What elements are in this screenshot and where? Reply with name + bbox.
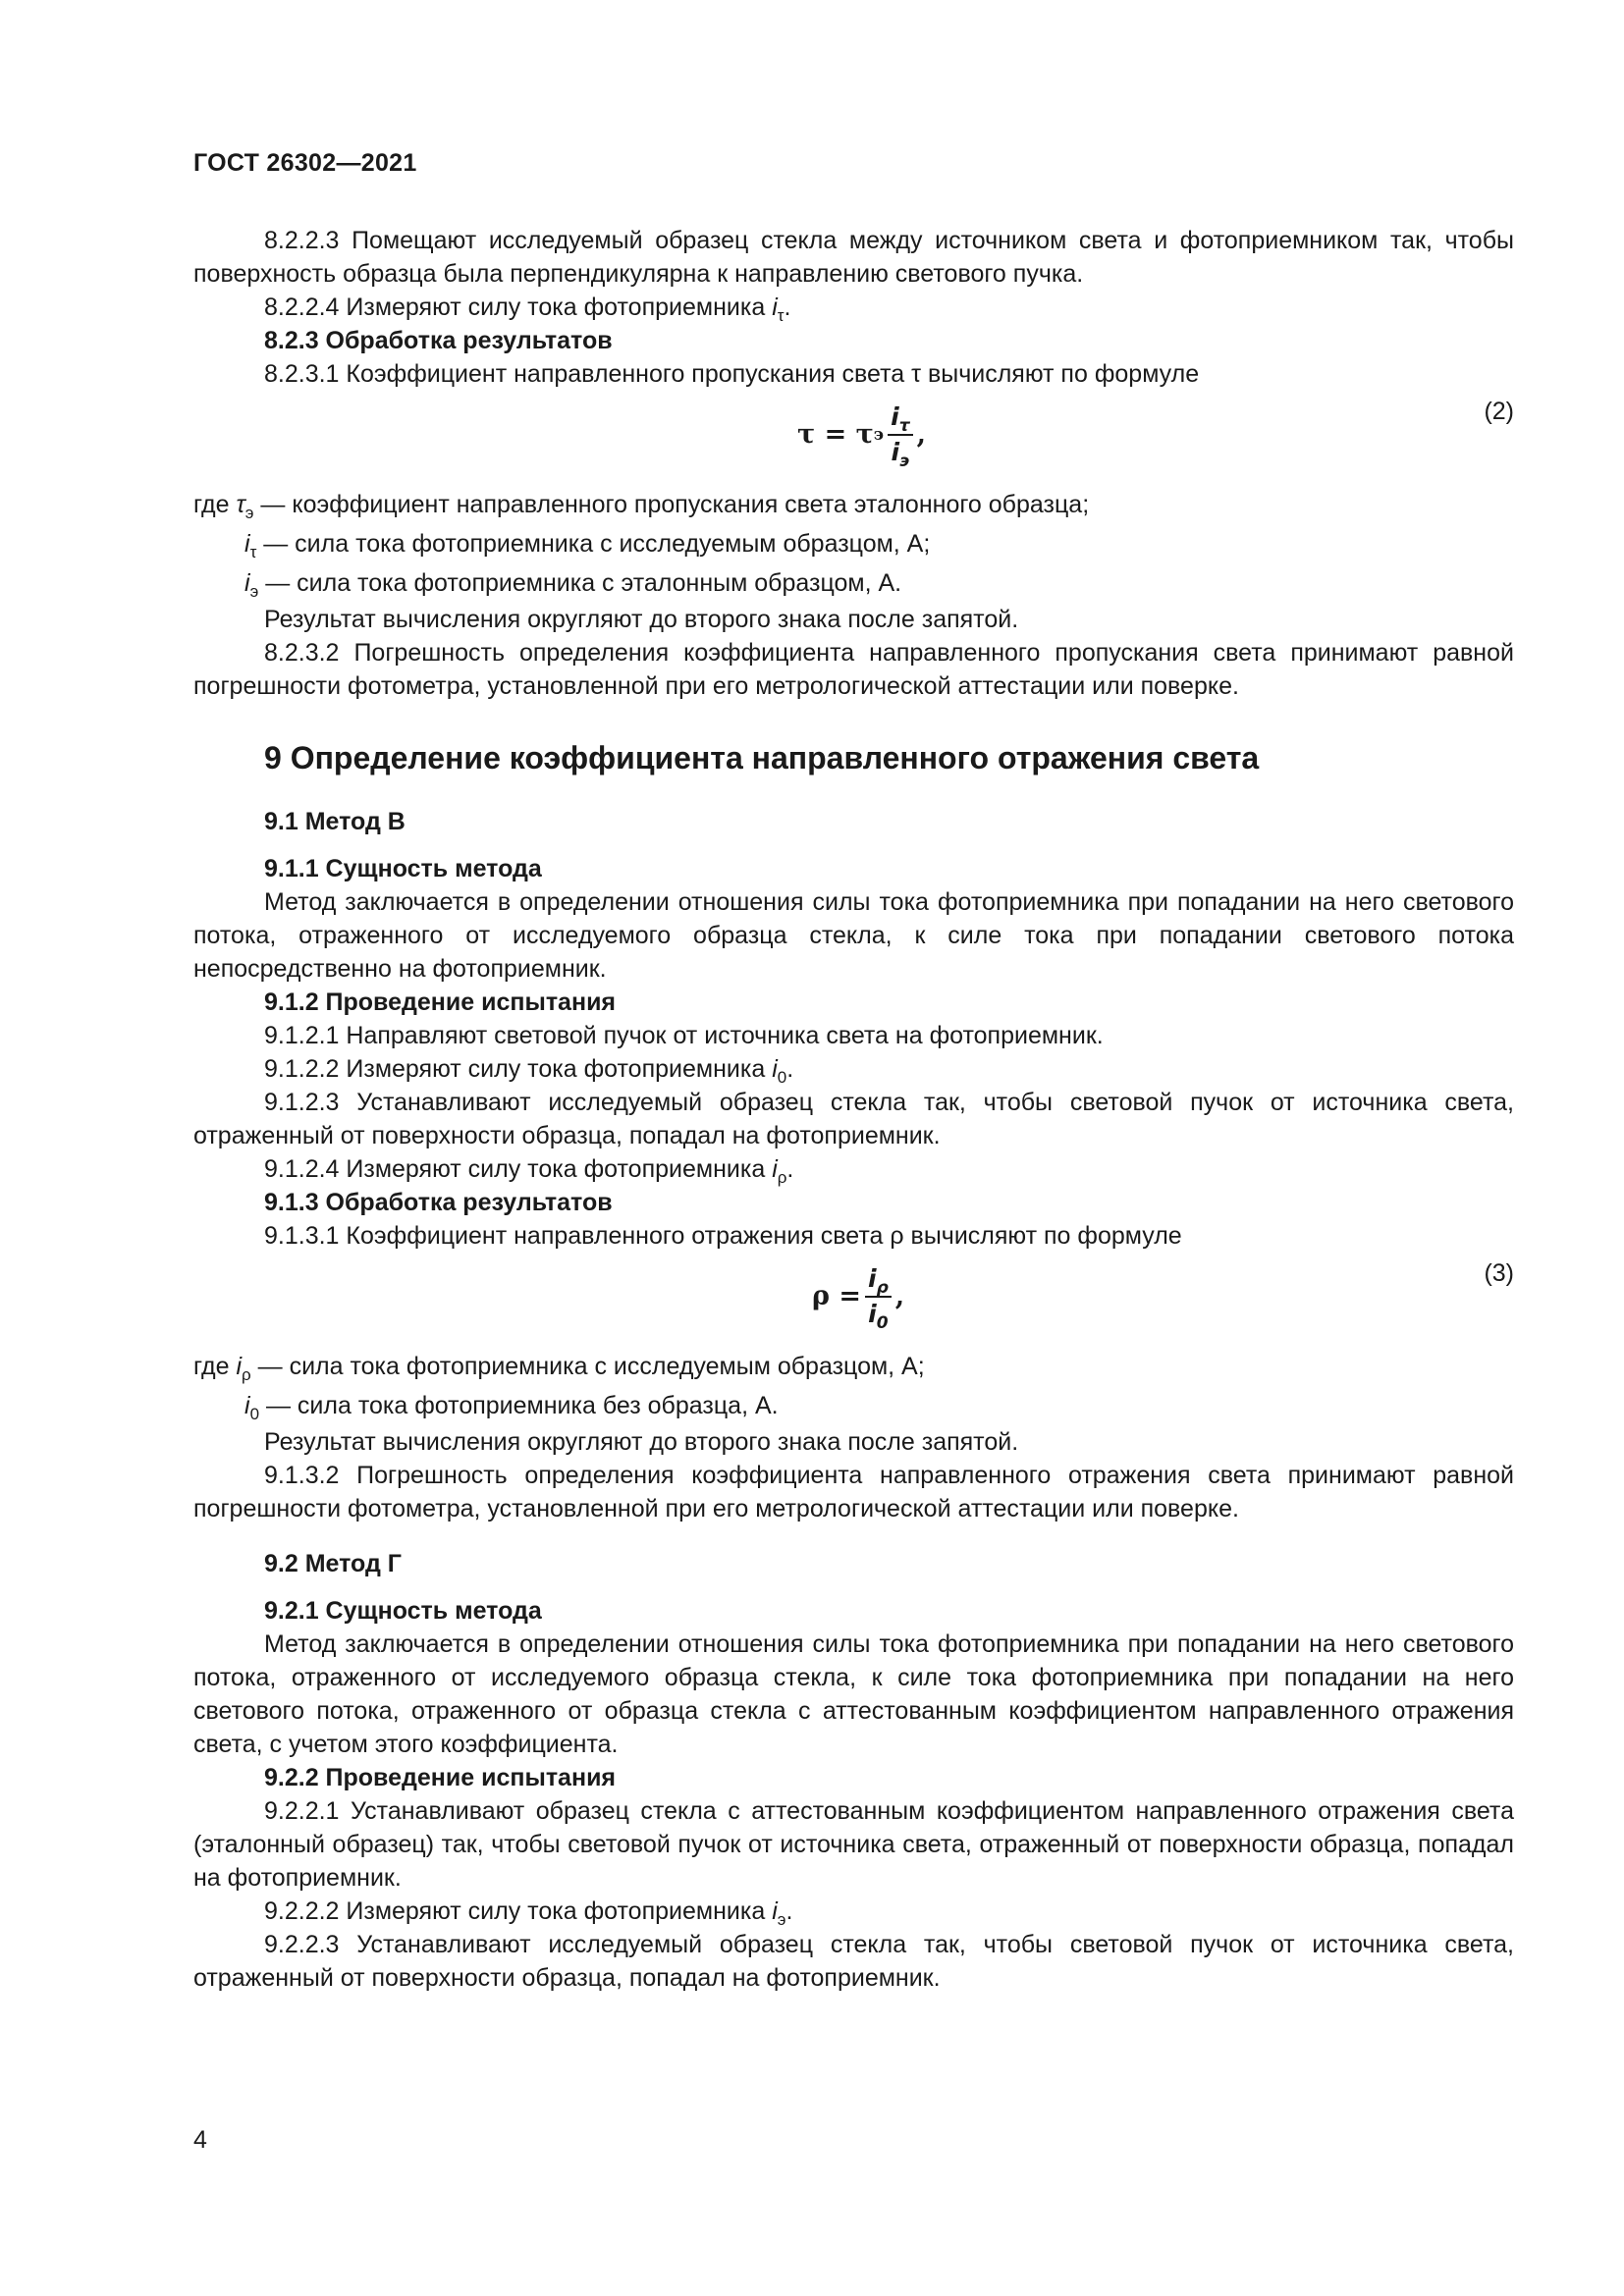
heading-9-2-1: 9.2.1 Сущность метода <box>264 1597 542 1625</box>
page-number: 4 <box>193 2126 207 2154</box>
heading-9-1-3: 9.1.3 Обработка результатов <box>264 1189 613 1216</box>
paragraph-9-2-2-2: 9.2.2.2 Измеряют силу тока фотоприемника $i_э$. <box>264 1897 793 1929</box>
paragraph-9-1-2-2: 9.1.2.2 Измеряют силу тока фотоприемника $i_0$. <box>264 1055 794 1087</box>
document-header: ГОСТ 26302—2021 <box>193 149 417 177</box>
formula-2-expression: τ = τ э $\frac{i_\tau}{i_э}$ , <box>797 402 926 471</box>
formula-3 <box>193 1256 1514 1347</box>
paragraph-9-1-2-3: 9.1.2.3 Устанавливают исследуемый образец стекла так, чтобы световой пучок от источника света, отраженный от поверхности образца, попадал на фотоприемник. <box>193 1089 1514 1149</box>
paragraph-8-2-2-4: 8.2.2.4 Измеряют силу тока фотоприемника $i_\tau$. <box>264 294 791 325</box>
formula-2-number: (2) <box>1484 398 1514 425</box>
paragraph-9-2-1: Метод заключается в определении отношения силы тока фотоприемника при попадании на него светового потока, отраженного от исследуемого образца стекла, к силе тока фотоприемника при попадании на него светового потока, отраженного от образца стекла с аттестованным коэффициентом направленного отражения света, с учетом этого коэффициента. <box>193 1630 1514 1758</box>
paragraph-9-1-3-2: 9.1.3.2 Погрешность определения коэффициента направленного отражения света принимают равной погрешности фотометра, установленной при его метрологической аттестации или поверке. <box>193 1462 1514 1522</box>
legend-formula-2 <box>193 485 1514 603</box>
paragraph-8-2-2-3: 8.2.2.3 Помещают исследуемый образец стекла между источником света и фотоприемником так, чтобы поверхность образца была перпендикулярна к направлению светового пучка. <box>193 227 1514 288</box>
heading-9-1-1: 9.1.1 Сущность метода <box>264 855 542 882</box>
legend-item: где $i_\rho$ — сила тока фотоприемника с исследуемым образцом, А; <box>193 1353 925 1384</box>
legend-item: $i_0$ — сила тока фотоприемника без образца, А. <box>244 1392 779 1423</box>
heading-9-1: 9.1 Метод В <box>264 808 406 835</box>
formula-3-fraction: $\frac{i_\rho}{i_0}$ <box>865 1262 892 1331</box>
document-body <box>193 224 1514 1995</box>
legend-item: $i_э$ — сила тока фотоприемника с эталонным образцом, А. <box>244 569 902 601</box>
legend-formula-3 <box>193 1347 1514 1425</box>
heading-9-1-2: 9.1.2 Проведение испытания <box>264 988 617 1016</box>
paragraph-9-1-2-1: 9.1.2.1 Направляют световой пучок от источника света на фотоприемник. <box>264 1022 1104 1049</box>
formula-3-expression: ρ = $\frac{i_\rho}{i_0}$ , <box>812 1264 905 1333</box>
paragraph-9-1-1: Метод заключается в определении отношения силы тока фотоприемника при попадании на него светового потока, отраженного от исследуемого образца стекла, к силе тока при попадании светового потока непосредственно на фотоприемник. <box>193 888 1514 983</box>
heading-8-2-3: 8.2.3 Обработка результатов <box>264 327 613 354</box>
rounding-note-9: Результат вычисления округляют до второго знака после запятой. <box>264 1428 1019 1456</box>
formula-2-fraction: $\frac{i_\tau}{i_э}$ <box>888 400 912 469</box>
section-9-title: 9 Определение коэффициента направленного отражения света <box>264 740 1260 775</box>
paragraph-9-1-3-1: 9.1.3.1 Коэффициент направленного отражения света ρ вычисляют по формуле <box>264 1222 1182 1250</box>
formula-2 <box>193 395 1514 485</box>
paragraph-9-2-2-1: 9.2.2.1 Устанавливают образец стекла с аттестованным коэффициентом направленного отражения света (эталонный образец) так, чтобы световой пучок от источника света, отраженный от поверхности образца, попадал на фотоприемник. <box>193 1797 1514 1892</box>
paragraph-8-2-3-2: 8.2.3.2 Погрешность определения коэффициента направленного пропускания света принимают равной погрешности фотометра, установленной при его метрологической аттестации или поверке. <box>193 639 1514 700</box>
rounding-note-8: Результат вычисления округляют до второго знака после запятой. <box>264 606 1019 633</box>
paragraph-9-2-2-3: 9.2.2.3 Устанавливают исследуемый образец стекла так, чтобы световой пучок от источника света, отраженный от поверхности образца, попадал на фотоприемник. <box>193 1931 1514 1992</box>
legend-item: где $\tau_э$ — коэффициент направленного пропускания света эталонного образца; <box>193 491 1090 522</box>
legend-item: $i_\tau$ — сила тока фотоприемника с исследуемым образцом, А; <box>244 530 931 561</box>
heading-9-2: 9.2 Метод Г <box>264 1550 402 1577</box>
paragraph-8-2-3-1: 8.2.3.1 Коэффициент направленного пропускания света τ вычисляют по формуле <box>264 360 1200 388</box>
formula-3-number: (3) <box>1484 1259 1514 1287</box>
paragraph-9-1-2-4: 9.1.2.4 Измеряют силу тока фотоприемника $i_\rho$. <box>264 1155 794 1187</box>
heading-9-2-2: 9.2.2 Проведение испытания <box>264 1764 617 1791</box>
